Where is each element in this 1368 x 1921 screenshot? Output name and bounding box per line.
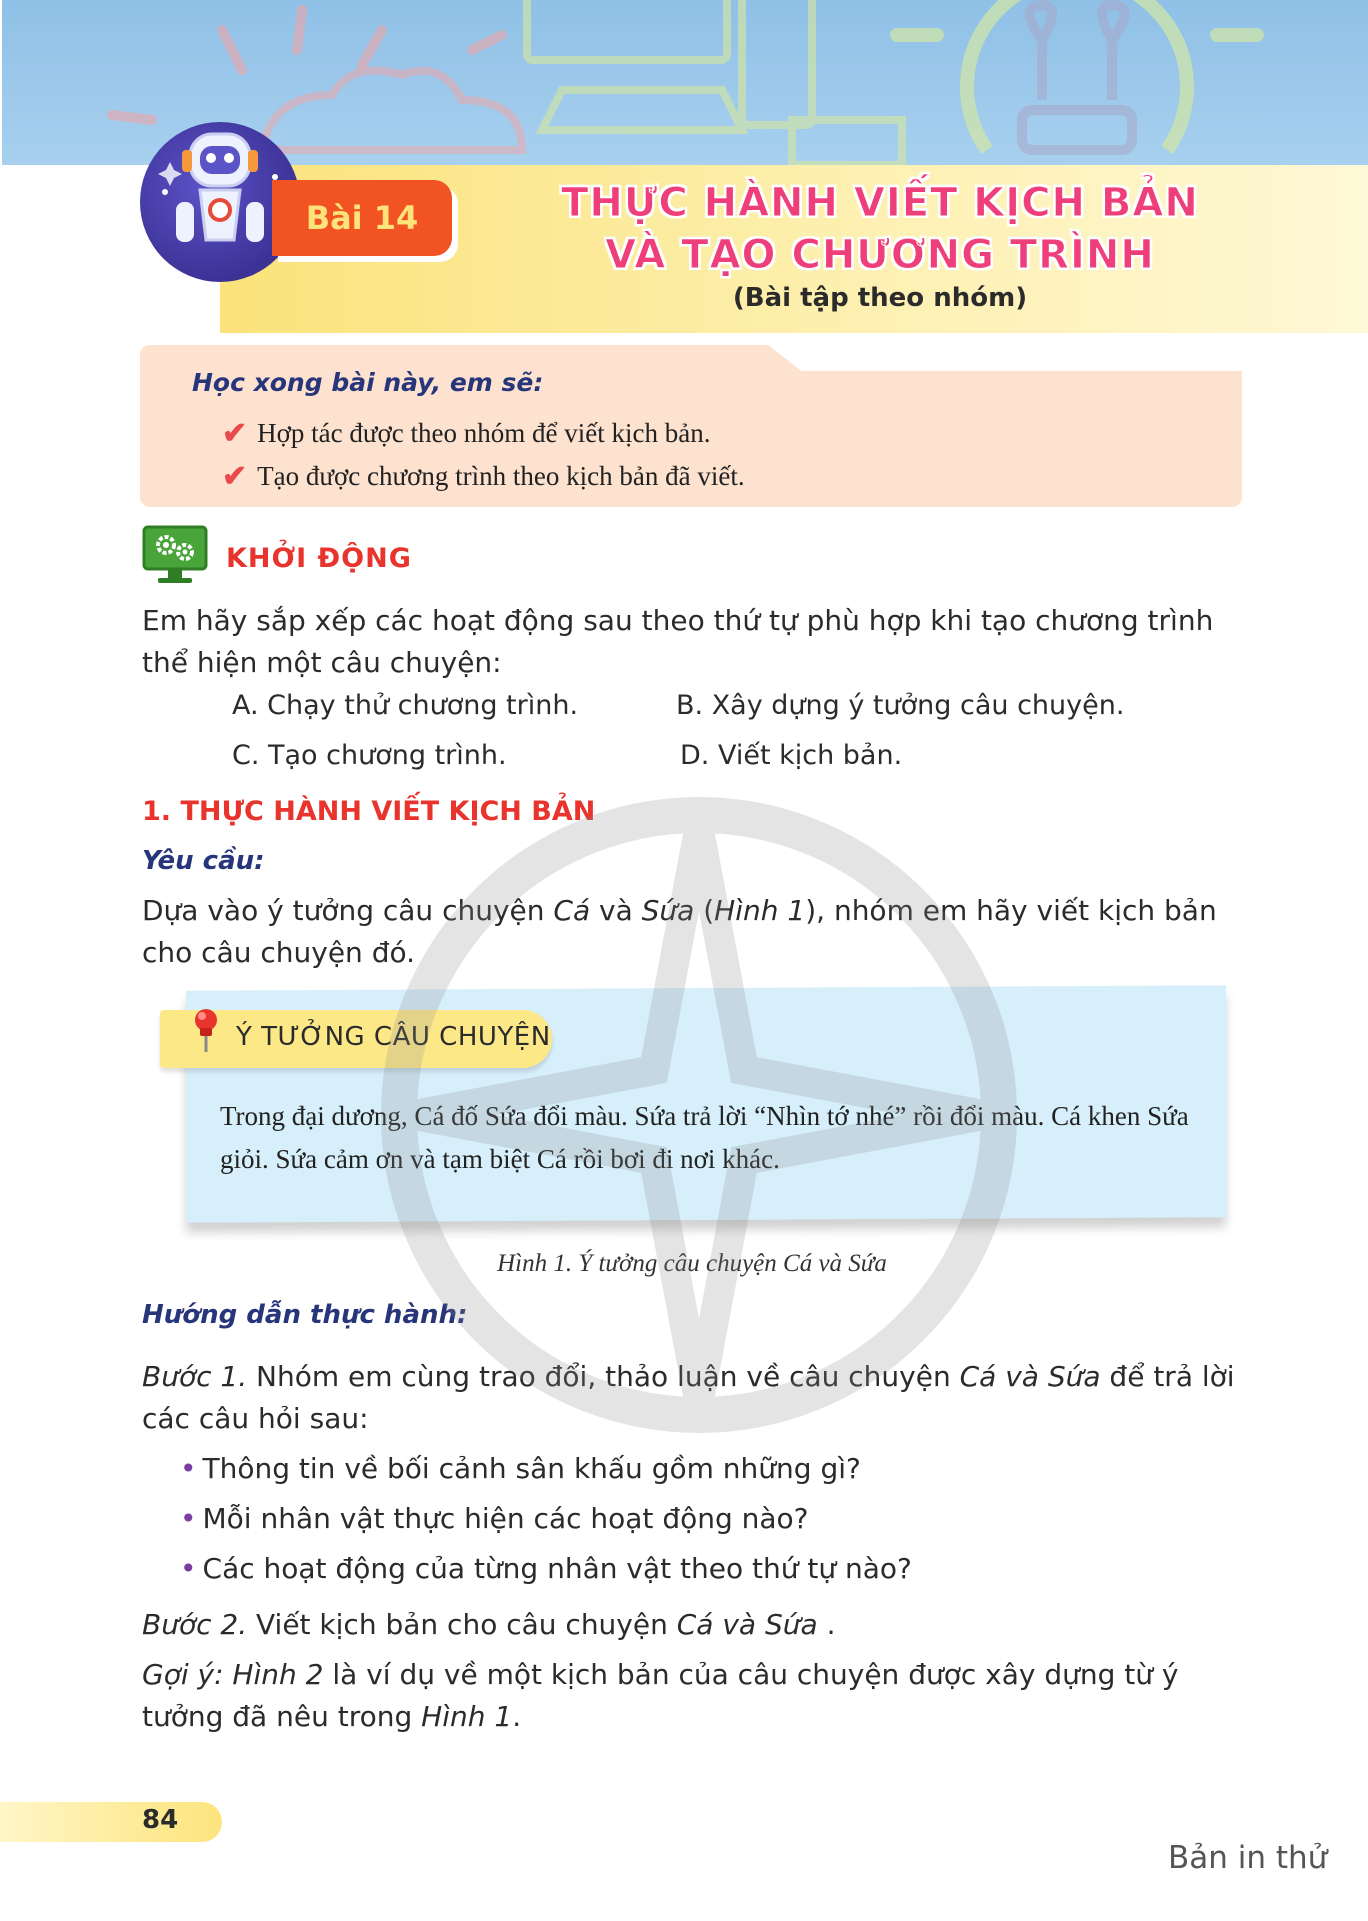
objective-text: Hợp tác được theo nhóm để viết kịch bản. [257, 418, 711, 448]
option-a: A. Chạy thử chương trình. [232, 690, 579, 721]
bullet-icon: • [180, 1502, 197, 1535]
question-item [180, 1552, 912, 1585]
step-text: để trả lời các câu hỏi sau: [142, 1360, 1235, 1435]
step-2 [142, 1604, 1242, 1646]
page-number-pill [0, 1802, 222, 1842]
question-item [180, 1452, 861, 1485]
step-text: . [817, 1608, 836, 1641]
objective-text: Tạo được chương trình theo kịch bản đã viết. [257, 461, 745, 491]
requirement-text [142, 890, 1242, 974]
pushpin-icon [188, 1006, 224, 1054]
objectives-heading: Học xong bài này, em sẽ: [192, 368, 544, 397]
lesson-badge: Bài 14 [272, 180, 452, 256]
lesson-title-line-2: VÀ TẠO CHƯƠNG TRÌNH [605, 232, 1155, 278]
bullet-icon: • [180, 1452, 197, 1485]
figure-caption: Hình 1. Ý tưởng câu chuyện Cá và Sứa [497, 1250, 887, 1277]
requirement-part: Dựa vào ý tưởng câu chuyện [142, 894, 554, 927]
section-title: 1. THỰC HÀNH VIẾT KỊCH BẢN [142, 796, 596, 827]
step-label: Bước 1. [142, 1360, 248, 1393]
requirement-italic: Hình 1 [714, 894, 806, 927]
bullet-icon: • [180, 1552, 197, 1585]
objective-item [222, 459, 745, 494]
step-text: Nhóm em cùng trao đổi, thảo luận về câu chuyện [247, 1360, 960, 1393]
gears-monitor-icon [142, 525, 208, 585]
question-text: Thông tin về bối cảnh sân khấu gồm những gì? [202, 1452, 861, 1485]
option-c: C. Tạo chương trình. [232, 740, 507, 771]
requirement-part: và [590, 894, 642, 927]
hint-text: . [512, 1700, 522, 1733]
question-text: Mỗi nhân vật thực hiện các hoạt động nào? [202, 1502, 809, 1535]
option-d: D. Viết kịch bản. [680, 740, 903, 771]
checkmark-icon: ✔ [222, 417, 248, 450]
step-label: Bước 2. [142, 1608, 248, 1641]
requirement-part: ), nhóm em hãy viết kịch bản cho câu chuyện đó. [142, 894, 1217, 969]
lesson-subtitle: (Bài tập theo nhóm) [732, 283, 1028, 313]
question-item [180, 1502, 809, 1535]
print-proof-note: Bản in thử [1168, 1840, 1328, 1876]
step-1 [142, 1356, 1242, 1440]
figure-ref: Hình 2 [223, 1658, 324, 1691]
warmup-prompt: Em hãy sắp xếp các hoạt động sau theo thứ tự phù hợp khi tạo chương trình thể hiện một câu chuyện: [142, 604, 1214, 679]
story-idea-text: Trong đại dương, Cá đố Sứa đổi màu. Sứa trả lời “Nhìn tớ nhé” rồi đổi màu. Cá khen Sứa giỏi. Sứa cảm ơn và tạm biệt Cá rồi bơi đi nơi khác. [220, 1101, 1189, 1174]
story-name: Cá và Sứa [676, 1608, 818, 1641]
question-text: Các hoạt động của từng nhân vật theo thứ tự nào? [202, 1552, 912, 1585]
page-number: 84 [142, 1805, 179, 1835]
hint [142, 1654, 1242, 1738]
hint-text: là ví dụ về một kịch bản của câu chuyện được xây dựng từ ý tưởng đã nêu trong [142, 1658, 1179, 1733]
requirement-italic: Cá [553, 894, 591, 927]
warmup-title: KHỞI ĐỘNG [226, 543, 412, 574]
option-b: B. Xây dựng ý tưởng câu chuyện. [676, 690, 1125, 721]
requirement-label: Yêu cầu: [142, 846, 265, 876]
story-idea-tag-label: Ý TƯỞNG CÂU CHUYỆN [236, 1022, 551, 1052]
story-name: Cá và Sứa [959, 1360, 1101, 1393]
guide-label: Hướng dẫn thực hành: [142, 1300, 468, 1330]
lesson-title-line-1: THỰC HÀNH VIẾT KỊCH BẢN [561, 180, 1199, 226]
requirement-part: ( [694, 894, 715, 927]
step-text: Viết kịch bản cho câu chuyện [247, 1608, 677, 1641]
objective-item [222, 416, 710, 451]
requirement-italic: Sứa [641, 894, 695, 927]
hint-label: Gợi ý: [142, 1658, 224, 1691]
checkmark-icon: ✔ [222, 460, 248, 493]
figure-ref: Hình 1 [421, 1700, 513, 1733]
